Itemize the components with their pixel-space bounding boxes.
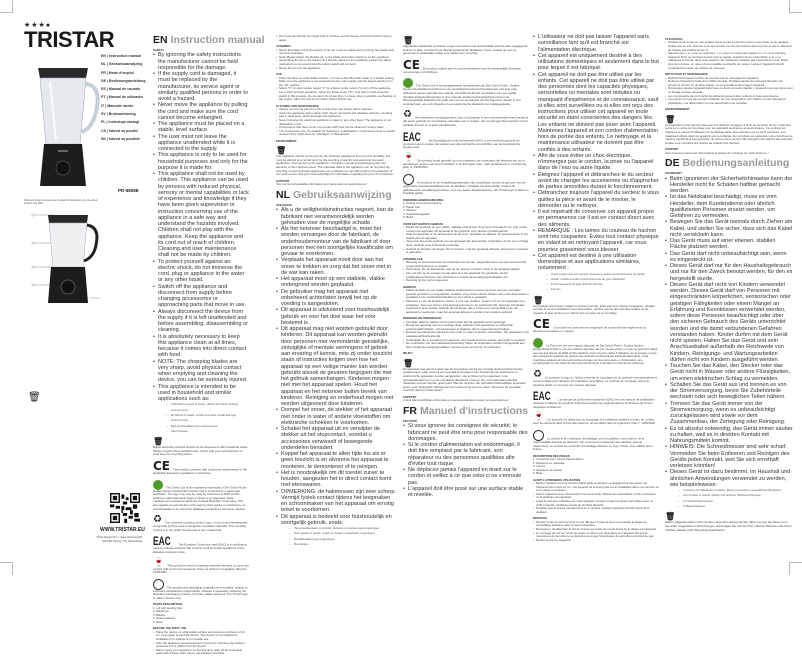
symbol-notice-text: This appliance should not be put into the domestic garbage at the end of its durability, but must be offered at a central point for the recycling of electric and electronic domestic appliances. This symbol on the appliance, instruction manual and packaging puts your attention to this important issue. The materials used in this appliance can be recycled. By recycling of used domestic appliances you contribute an important push to the protection of our environment. Ask your local authorities for information regarding the point of recollection. (276, 154, 395, 177)
symbol-notice (403, 174, 529, 196)
symbol-notice-text: Dit apparaat mag aan het einde van de levensduur niet bij het normale huishoud afval worden gedeponeerd, maar moet bij een speciaal inzamelpunt voor hergebruik van elektrische en elektronische apparaten worden aangeboden. Het symbool op het apparaat, in de gebruiksaanwijzing en op de verpakking attendeert u hierop. De in het apparaat gebruikte materialen kunnen worden gerecycled. Met het recyclen van gebruikte huishoudelijke apparaten levert u een belangrijke bijdrage aan de bescherming van ons milieu. Informeer bij uw lokale overheid naar het inzamelpunt. (403, 366, 526, 393)
list-item: • Gebruik de blender niet langer dan 2 minuten. Laat het apparaat afkoelen alvorens het opnieuw te gebruiken. (403, 248, 529, 255)
symbol-notice-text: Ce produit est conforme aux exigences de conformité des règlements ou directives européens en vigueur. (533, 325, 647, 334)
list-item: • Koppel het apparaat te allen tijde los als er geen toezicht is en alvorens het apparaat te monteren, te demonteren of te reinigen. (276, 451, 396, 470)
list-item: • Don't use the blender for longer than 2 minutes. Let the device cool down before using it again. (276, 35, 396, 42)
symbol-notice-text: Dit symbool wordt gebruikt voor het markeren van materialen die bestemd zijn om in aanraking te komen met levensmiddelen in de Europese Unie, zoals gedefinieerd in verordening (EG) nr. 1935/2004. (403, 158, 527, 170)
subsection-label: USE (276, 72, 282, 77)
list-item: • Dieses Gerät darf nur für den Haushaltsgebrauch und nur für den Zweck benutzt werden, für den es hergestellt wurde. (665, 263, 793, 282)
list-item: • Mount the jar onto the appliance. (276, 67, 396, 71)
symbol-notice-text: The Green Dot is het geregistreerde handelsmerk van Der Grüne Punkt - Duales System Deutschland GmbH en is een wereldwijd beschermd handelsmerk. Het logo mag uitsluitend worden gebruikt door klanten van DSD GmbH die beschikken over een geldig handelsmerkgebruikscontract of door erkende afvalverwerkingsbedrijven binnen de Bondsrepubliek Duitsland. Dit geldt ook voor de reproductie van het logo door derden in een woordenboek, een encyclopedie of een elektronische databank met naslaggedeelte. (403, 83, 521, 106)
parts-diagram (30, 205, 100, 305)
manual-title: Gebruiksaanwijzing (293, 188, 392, 201)
subsection-label: SUPPORT (665, 147, 679, 152)
list-item: • Dit apparaat is uitsluitend voor huishoudelijk gebruik en voor het doel waar het voor bestemd is. (276, 307, 396, 326)
list-item: • REMARQUE : Les lames du couteau de hachoir sont très coupantes. Évitez tout contact physique en vidant et en nettoyant l'appareil, car vous pourriez gravement vous blesser. (533, 228, 659, 253)
list-item: • Montez l'unité de lame au fond du pot. Bloquez l'unité de lame en tournant la bague de verrouillage plastique dans le sens antihoraire. (533, 521, 659, 528)
subsection-label: MONTAGE (533, 516, 548, 521)
weee-bin-icon: 🗑 (153, 437, 164, 447)
eac-mark-icon: EAC (153, 534, 171, 549)
subsection-label: SICHERHEIT (665, 171, 682, 176)
list-item: • NOTE: The chopping blades are very sharp, avoid physical contact when emptying and cleaning the device, you can be seriously injured. (153, 359, 249, 384)
list-item: – In Frühstückspensionen. (665, 499, 793, 504)
symbol-notice (276, 147, 396, 177)
list-item: • Components that have come into contact with food can be cleaned in soapy water. (276, 126, 396, 130)
list-item: – In Küchen für Mitarbeiter in Läden, Büros und anderen gewerblichen Bereichen. (665, 488, 793, 493)
subsection-label: SÉCURITÉ (403, 419, 418, 423)
list-item: • The user must not leave the appliance unattended while it is connected to the supply. (153, 134, 249, 153)
ce-mark-icon: CE (403, 57, 421, 72)
list-item: • Never move the appliance by pulling the cord and make sure the cord cannot become entangled. (153, 102, 249, 121)
list-item: • Bewegen Sie das Gerät niemals durch Ziehen am Kabel, und stellen Sie sicher, dass sich das Kabel nicht verwickeln kann. (665, 219, 793, 238)
list-item: • Il est impératif de conserver cet appareil propre en permanence car il est en contact direct avec des aliments. (533, 209, 659, 228)
list-item: – By clients in hotels, motels and other residential type environments. (153, 413, 249, 424)
list-item: • Switch off the appliance and disconnect from supply before changing accessories or approaching parts that move in use. (153, 284, 249, 309)
symbol-notice-text: This symbol is used for marking materials intended to come into contact with food in the European Union as defined in regulation (EC) No 1935/2004. (153, 562, 249, 575)
symbol-notice-text: Le symbole, le logo ou l'icône universel de recyclage est un symbole internationalement reconnu utilisé pour désigner les matériaux recyclables. Le symbole de recyclage relève du domaine public et n'est pas une marque déposée. (533, 375, 658, 387)
list-item: 4. Speed selector (153, 616, 176, 621)
subsection-label: VOOR HET EERSTE GEBRUIK (403, 221, 444, 226)
subsection-label: SUPPORT (276, 178, 290, 183)
symbol-notice (403, 129, 529, 150)
symbol-notice-text: The Green Dot is the registered trademark of Der Grüne Punkt - Duales System Deutschland GmbH and is protected as a trademark worldwide. The logo may only be used by customers of DSD GmbH holding a valid trademark usage contract or by approved waste management companies within the Federal Republic of Germany. This also applies to reproduction of the logo by third parties in a dictionary, an encyclopaedia or an electronic database containing a reference manual. (153, 484, 248, 511)
food-safe-icon: 🍷 (403, 152, 415, 163)
list-item: • Plaats de basis op een vlakke stabiele ondergrond en nooit in de buurt van een met water gevulde gootsteen of vergelijkbare situaties. Zorg ervoor dat de stekker niet in het stopcontact is geplaatst en de snelheidsschakelaar op de 0 stand is geplaatst. (403, 289, 529, 300)
symbol-notice (533, 370, 659, 387)
section-heading (665, 157, 793, 169)
weee-bin-icon: 🗑 (533, 295, 544, 305)
bullet-list (533, 521, 659, 543)
list-item: • Never immerse the electrical appliance in water or any other liquid. The appliance is not dishwasher proof. (276, 119, 396, 126)
list-item: • Before using your appliance for the first time, wipe off all removable parts with a damp cloth. Never use abrasive products. (153, 649, 249, 656)
list-item: • Ne déplacez jamais l'appareil en tirant sur le cordon et veillez à ce que celui-ci ne s'enroule pas. (403, 467, 529, 486)
language-entry[interactable]: SK | Návod na použitie (101, 136, 140, 141)
symbol-notice-text: Waste electrical products should not be disposed of with household waste. Please recycle where facilities exist. Check with your local Authority or local store for recycling advice. (153, 445, 249, 457)
symbol-notice-text: The Eurasian Conformity mark (EAC) is a certification mark to indicate products that conform to all technical regulations of the Eurasian Customs Union. (153, 542, 247, 554)
language-entry[interactable]: EN | Instruction manual (101, 54, 142, 58)
list-item: • Dieses Gerät darf nicht von Kindern verwendet werden. Dieses Gerät darf von Personen mit eingeschränkten körperlichen, sensorischen oder geistigen Fähigkeiten oder einem Mangel an Erfahrung und Kenntnissen verwendet werden, sofern diese Personen beaufsichtigt oder über den sicheren Gebrauch des Geräts unterrichtet wurden und die damit verbundenen Gefahren verstanden haben. Kinder dürfen mit dem Gerät nicht spielen. Halten Sie das Gerät und sein Anschlusskabel außerhalb der Reichweite von Kindern. Reinigungs- und Wartungsarbeiten dürfen nicht von Kindern ausgeführt werden. (665, 282, 793, 363)
list-item: – Hôtels, motels et autres environnements de type résidentiel. (533, 277, 659, 282)
list-item: – Staff kitchen areas in shops, offices and other working environments. (153, 402, 249, 413)
paragraph: Vous trouverez toutes les informations et pièces de rechange sur www.tristar.eu ! (665, 150, 769, 155)
subsection-label: GEBRUIK (403, 284, 416, 289)
eac-mark-icon: EAC (403, 129, 421, 144)
list-item: • Cet appareil ne doit pas être utilisé par les enfants. Cet appareil ne doit pas être utilisé par des personnes dont les capacités physiques, sensorielles ou mentales sont réduites ou manquant d'expérience et de connaissance, sauf si elles sont surveillées ou si elles ont reçu des instructions pour utiliser cet appareil en toute sécurité en étant conscientes des dangers liés. Les enfants ne doivent pas jouer avec l'appareil. Maintenez l'appareil et son cordon d'alimentation hors de portée des enfants. Le nettoyage et la maintenance utilisateur ne doivent pas être confiés à des enfants. (533, 72, 659, 153)
list-item: • Les pièces ne vont pas au lave-vaisselle. En cas d'exposition à la chaleur ou des détergents caustiques, une déformation ou une décoloration est possible. (665, 98, 793, 105)
bullet-list (403, 226, 529, 255)
list-item: • Reinig het apparaat met een vochtige doek. Gebruik nooit agressieve en schurende schoonmaakmiddelen, schuursponsjes of staalwol, die het apparaat beschadigen. (403, 324, 529, 331)
list-item: – Farm houses. (153, 429, 249, 434)
symbol-notice-text: Het product en de verpakkingsmaterialen zijn recyclebaar, binnen de grenzen van de uitgebreide verantwoordelijkheid van de fabrikant. Verwijder het afzonderlijk, volgens de geïllustreerde verpakkingssymbolen, voor een betere afvalverwerking. Het Triman-logo is alleen in Frankrijk geldig. (403, 180, 529, 196)
language-entry[interactable]: ES | Manual de usuario (101, 87, 141, 92)
list-item: 5. Basis (403, 215, 414, 220)
list-item: 4. Sélecteur de vitesse (533, 467, 563, 472)
symbol-notice-text: This product complies with conformity requirements of the applicable European regulations or directives. (153, 467, 247, 475)
eac-mark-icon: EAC (533, 389, 551, 404)
subsection-label: ENVIRONNEMENT (665, 107, 690, 112)
weee-bin-icon: 🗑 (28, 392, 41, 403)
symbol-notice (403, 154, 529, 170)
language-entry[interactable]: PL | Instrukcja obsługi (101, 120, 140, 125)
symbol-notice (403, 110, 529, 127)
list-item: • Als u de kan op de messen zet als deze al in het apparaat zijn geplaatst, zal het veiligheidsmechanisme niet uitschuiven en werkt de beveiligingsschakelaar niet. (403, 272, 529, 279)
list-item: • De onderdelen zijn niet vaatwasserbestendig. Indien de onderdelen worden blootgesteld aan hitte of bijtende reinigingsmiddelen, kunnen deze vervormen of verkleuren. (403, 342, 529, 349)
list-item: 5. Base (533, 471, 543, 476)
list-item: • Le montage du bol sur l'unité de coupe si celui-ci est déjà placé sur l'appareil fait que le mécanisme de sécurité ne se déploie pas et que l'interrupteur de sécurité ne fonctionne pas. (533, 532, 659, 539)
list-item: • Beim Ignorieren der Sicherheitshinweise kann der Hersteller nicht für Schäden haftbar gemacht werden. (665, 176, 793, 195)
symbol-notice-text: The universal recycling symbol, logo, or icon is an internationally recognized symbol used to designate recyclable materials. The recycling symbol is in the public domain and is not a trademark. (153, 520, 248, 532)
symbol-notice (533, 297, 659, 316)
list-item: • Nettoyez l'appareil à l'aide d'un chiffon humide. N'utilisez jamais de nettoyant abrasif ni de tampon à récurer ou de laine d'acier, ce qui pourrait endommager l'appareil. (665, 80, 793, 87)
symbol-notice-text: Elektro-Altgeräte sollten nicht mit dem Hausmüll entsorgt werden. Bitte recyceln Sie diese nur in den dafür vorgesehenen Einrichtungen. Erkundigen Sie sich bei Ihrer örtlichen Behörde oder Ihrem örtlichen Händler nach Recyclingmöglichkeiten. (665, 520, 792, 532)
list-item: • Cet appareil est uniquement destiné à des utilisations domestiques et seulement dans le but pour lequel il est fabriqué. (533, 53, 659, 72)
logo-stars: ★★★● (24, 22, 52, 29)
list-item: – Boerderijen. (276, 542, 396, 547)
manual-title: Instruction manual (170, 34, 265, 46)
section-heading (276, 189, 396, 201)
column-en (153, 32, 265, 656)
list-item: 2. Plastic jar (153, 609, 169, 614)
list-item: • Ist das Netzkabel beschädigt, muss es vom Hersteller, dem Kundendienst oder ähnlich qualifizierten Personen ersetzt werden, um Gefahren zu vermeiden. (665, 194, 793, 219)
bullet-list (276, 77, 396, 102)
list-item: • L'appareil doit être posé sur une surface stable et nivelée. (403, 486, 529, 499)
manual-title: Manuel d'instructions (420, 405, 529, 417)
bullet-list (665, 77, 793, 106)
list-item: • Schalten Sie das Gerät aus und trennen es von der Stromversorgung, bevor Sie Zubehörteile wechseln oder sich beweglichen Teilen nähern. (665, 382, 793, 401)
column-fr (533, 34, 659, 542)
list-item: – Personeelskeukens in winkels, kantoren en andere werkomgevingen. (276, 526, 396, 531)
symbol-notice (533, 391, 659, 409)
list-item: 1. Couvercle avec trémie d'alimentation (533, 457, 584, 462)
symbol-notice (533, 413, 659, 426)
symbol-notice (665, 513, 793, 532)
recycling-symbol-icon: ♻ (533, 369, 542, 381)
list-item: • By ignoring the safety instructions the manufacturer cannot be held responsible for the damage. (153, 52, 249, 71)
list-item: • Bevestig de kan op het apparaat. (403, 279, 529, 283)
column-en-nl (276, 35, 396, 547)
symbol-notice (403, 78, 529, 106)
language-entry[interactable]: SV | Bruksanvisning (101, 112, 136, 117)
section-heading (153, 34, 265, 46)
symbol-notice (153, 515, 249, 532)
list-item: • Als het netsnoer beschadigd is, moet het worden vervangen door de fabrikant, de onderhoudsmonteur van de fabrikant of door personen met een soortgelijke kwalificatie om gevaar te voorkomen. (276, 226, 396, 257)
language-code: NL (276, 188, 290, 201)
list-item: • Positionnez le socle sur une surface plane et pas à côté d'un évier rempli d'eau ou de quelque liquide que ce soit, assurez-vous que la fiche ne soit pas insérée dans la prise et que le sélecteur de vitesse soit positionné sur 0. (665, 41, 793, 52)
symbol-notice-text: Cet appareil ne doit pas être jeté avec les déchets ménagers à la fin de sa durée de vie, il doit être remis à un centre de recyclage pour les appareils électriques et électroniques. Ce symbole sur l'appareil, le manuel d'utilisation et l'emballage attire votre attention sur ce point important. Les matériaux utilisés dans cet appareil sont recyclables. En recyclant vos appareils, vous contribuez de manière significative à la protection de notre environnement. Renseignez-vous auprès des autorités locales pour connaître les centres de collecte des déchets. (665, 122, 793, 145)
list-item: • The appliance must be placed on a stable, level surface. (153, 121, 249, 134)
manual-title: Bedienungsanleitung (682, 157, 790, 170)
list-item: • Note! Please fasten the blender jar on the blade unit before placing it on the appliance. (276, 56, 396, 60)
symbol-notice (153, 579, 249, 601)
recycling-symbol-icon: ♻ (403, 109, 412, 121)
section-heading (403, 405, 529, 417)
list-item: • Débranchez toujours l'appareil du secteur si vous quittez la pièce et avant de le monter, le démonter ou le nettoyer. (533, 190, 659, 209)
parts-list (533, 458, 659, 476)
subsection-label: REINIGING EN ONDERHOUD (403, 316, 442, 321)
symbol-notice (153, 536, 249, 554)
bullet-list (276, 49, 396, 71)
food-safe-icon: 🍷 (153, 557, 165, 568)
list-item: • Cet appareil est destiné à une utilisation domestique et aux applications similaires, notamment : (533, 253, 659, 272)
list-item: • Verwijder altijd de stekker uit het stopcontact als het apparaat wordt gereinigd. (403, 321, 529, 325)
subsection-label: PARTS DESCRIPTION (153, 602, 183, 607)
list-item: • Assembling the jar on the blade unit if already placed in the appliance causes the safety mechanism to not extend and the safety switch will not work. (276, 59, 396, 66)
list-item: • Avant la première utilisation de votre appareil, essuyez toutes les pièces amovibles avec un chiffon humide. N'utilisez jamais de produits abrasifs. (533, 500, 659, 507)
bullet-list (276, 526, 396, 547)
list-item: 2. Récipient en plastique (533, 460, 565, 465)
weee-bin-icon: 🗑 (276, 146, 287, 156)
parts-list (153, 607, 249, 625)
symbol-notice (533, 338, 659, 366)
list-item: • Débranchez toujours la fiche de la prise lors du nettoyage de l'appareil. (665, 77, 793, 81)
list-item: • Onderdelen die in aanraking zijn gekomen met voedsel kunnen worden gereinigd in sopwater. (403, 339, 529, 343)
crop-mark (0, 562, 13, 575)
symbol-notice (403, 57, 529, 75)
list-item: • Les composants qui ont touché les aliments peuvent être nettoyés à l'eau savonneuse. (665, 95, 793, 99)
list-item: • Das Gerät darf nicht unbeaufsichtigt sein, wenn es eingesteckt ist. (665, 251, 793, 264)
weee-bin-icon: 🗑 (665, 512, 676, 522)
list-item: 3. Messen (403, 208, 417, 213)
list-item: • HINWEIS: Die Schneidmesser sind sehr scharf. Vermeiden Sie beim Entleeren und Reinigen des Geräts jeden Kontakt, weil Sie sich ernsthaft verletzen könnten! (665, 444, 793, 469)
website-link[interactable]: WWW.TRISTAR.EU (100, 527, 145, 533)
list-item: • L'utilisateur ne doit pas laisser l'appareil sans surveillance tant qu'il est branché sur l'alimentation électrique. (533, 34, 659, 53)
symbol-notice-text: Ce symbole est utilisé pour le marquage des matériaux destinés à entrer en contact avec les aliments dans l'Union Européenne, tel que défini dans le règlement (CE) n° 1935/2004. (533, 417, 656, 426)
list-item: – Door gasten in hotels, motels en andere residentiële omgevingen. (276, 531, 396, 536)
list-item: • The components are not suitable for cleaning in a dishwasher. If exposed to heat or caustic cleaners they might become misshapen or discoloured. (276, 130, 396, 137)
list-item: • Selecteer 1 voor de langzame modus, 2 voor een snellere modus en 0 om het apparaat uit te schakelen. Voor een kort en snel gebruik selecteert u de pulsfunctie (P). Houd de schakelaar ingedrukt in deze positie. Gebruik dit niet langer dan 1 minuut om oververhitting van het apparaat te voorkomen. Laat het apparaat afkoelen voordat u het opnieuw gebruikt. (403, 300, 529, 314)
bullet-list (403, 321, 529, 350)
bullet-list (153, 52, 249, 402)
list-item: • OPMERKING: de hakmessen zijn zeer scherp. Vermijd fysiek contact tijdens het leegmaken en schoonmaken van het apparaat om ernstig letsel te voorkomen. (276, 489, 396, 514)
subsection-label: SUPPORT (403, 395, 417, 399)
list-item: • Remarque ! Veuillez fixer le bol du mixeur sur l'unité de coupe avant de le placer sur l'appareil. (533, 528, 659, 532)
list-item: • De gebruiker mag het apparaat niet onbeheerd achterlaten terwijl het op de voeding is aangesloten. (276, 289, 396, 308)
subsection-label: ONDERDELENBESCHRIJVING (403, 197, 444, 202)
list-item: • Schakel het apparaat uit en verwijder de stekker uit het stopcontact, voordat u accessoires verwisselt of bewegende onderdelen benadert. (276, 426, 396, 451)
ce-mark-icon: CE (153, 458, 171, 473)
list-item: 5. Base (153, 619, 163, 624)
bullet-list (403, 423, 529, 498)
list-item: • Éteignez l'appareil et débranchez-le du secteur avant de changer les accessoires ou d'approcher de parties amovibles durant le fonctionnement. (533, 172, 659, 191)
bullet-list (153, 402, 249, 434)
list-item: 2. Plastic kan (403, 204, 421, 209)
symbol-notice-text: Het Euraziatische conformiteitsmerk (EAC) is een certificeringsmerk om producten aan te duiden die voldoen aan alle technische voorschriften van de Euraziatische douane-unie. (403, 137, 521, 150)
list-item: • Verplaats het apparaat nooit door aan het snoer te trekken en zorg dat het snoer niet in de war kan raken. (276, 257, 396, 276)
list-item: • Sortez l'appareil et les accessoires hors de la boîte. Retirez les autocollants, le film protecteur ou le plastique de l'appareil. (533, 493, 659, 500)
list-item: • Dit apparaat is bedoeld voor huishoudelijk en soortgelijk gebruik, zoals: (276, 514, 396, 527)
image-caption: Parts and product pictures are provided for illustration only; the actual product may differ. (24, 199, 98, 205)
subsection-label: BEFORE THE FIRST USE (153, 626, 187, 631)
list-item: • Het apparaat moet op een stabiele, vlakke ondergrond worden geplaatst. (276, 276, 396, 289)
list-item: – Bed and breakfast type environments. (153, 424, 249, 429)
list-item: • It is absolutely necessary to keep this appliance clean at all times, because it comes into direct contact with food. (153, 334, 249, 359)
qr-code[interactable] (110, 493, 140, 523)
symbol-notice (403, 37, 529, 56)
recycling-symbol-icon: ♻ (153, 514, 162, 526)
list-item: • Place the device on a flat stable surface and ensure a minimum of 10 cm. free space around the device. This device is not suitable for installation in a cabinet or for outside use. (153, 631, 249, 642)
list-item: • Select "1" for slow modes, select "2" for a faster mode, select 0 to turn off the appliance. For a short and fast operation, select the Pulse mode ("P"), and hold to hold down the switch in this position. Do not use it for longer than 1 minute, due to possible overheating of the engine. Allow the unit to cool down before further use. (276, 87, 396, 101)
subsection-label: NETTOYAGE ET MAINTENANCE (665, 72, 708, 77)
model-number: PD-5608E (118, 188, 139, 193)
symbol-notice (153, 559, 249, 575)
language-entry[interactable]: IT | Manuale utente (101, 103, 134, 108)
list-item: • This appliance shall not be used by children. This appliance can be used by persons with reduced physical, sensory or mental capabilities or lack of experience and knowledge if they have been given supervision or instruction concerning use of the appliance in a safe way and understand the hazards involved. Children shall not play with the appliance. Keep the appliance and its cord out of reach of children. Cleaning and user maintenance shall not be made by children. (153, 171, 249, 259)
list-item: • Het is noodzakelijk om dit toestel zuiver te houden, aangezien het in direct contact komt met etenswaren. (276, 470, 396, 489)
language-index (101, 52, 151, 143)
list-item: • Bevestig de messenunit aan de onderkant van de kan. Vergrendel deze met door de kunststof vergrendeling linksom te draaien. (403, 261, 529, 268)
column-fr-de (665, 35, 793, 532)
list-item: • Haal het apparaat en de accessoires uit de doos. Verwijder de stickers, de beschermfolie of het plastic van het apparaat. (403, 233, 529, 240)
list-item: • Montez le pot sur l'appareil. (533, 539, 659, 543)
bullet-list (276, 35, 396, 42)
symbol-notice (153, 480, 249, 512)
list-item: • Mettez l'appareil sur une surface stable plate et assurez un dégagement tout autour de l'appareil d'au moins 10 cm. Cet appareil ne convient pas à une installation dans une armoire ou à un usage à l'extérieur. (533, 482, 659, 493)
language-code: FR (403, 405, 417, 417)
bullet-list (665, 176, 793, 489)
list-item: – Coins cuisine des commerces, bureaux et autres environnements de travail. (533, 272, 659, 277)
subsection-label: ASSEMBLY (276, 44, 292, 49)
symbol-notice (533, 430, 659, 452)
list-item: • Als u de veiligheidsinstructies negeert, kan de fabrikant niet verantwoordelijk worden gehouden voor de mogelijke schade. (276, 207, 396, 226)
symbol-notice-text: Dit product voldoet aan de conformiteitseisen van de toepasselijke Europese verordeningen of richtlijnen. (403, 66, 522, 74)
crop-mark (0, 0, 13, 13)
bullet-list (153, 631, 249, 656)
list-item: • Afin de vous éviter un choc électrique, n'immergez pas le cordon, la prise ou l'appareil dans de l'eau ou autre liquide. (533, 153, 659, 172)
crop-mark (789, 562, 802, 575)
language-entry[interactable]: PT | Manual de utilizador (101, 95, 144, 100)
parts-list (403, 202, 529, 220)
list-item: 4. Snelheidsregelaar (403, 211, 430, 216)
list-item: • Sélectionnez « 1 » pour le mode lent, « 2 » pour un mode plus rapide ou « 0 » pour éteindre l'appareil. Pour un fonctionnement court et rapide, sélectionnez le mode Pulse (« P ») et maintenez le bouton dans cette position. Ne maintenez toutefois pas l'appareil en mode Pulse plus de 1 minute, en raison d'une possible surchauffe du moteur. Laissez l'appareil refroidir complètement avant de l'utiliser de nouveau. (665, 52, 793, 70)
list-item: • Dieses Gerät ist dazu bestimmt, im Haushalt und ähnlichen Anwendungen verwendet zu werden, wie beispielsweise: (665, 469, 793, 488)
subsection-label: AVANT LA PREMIÈRE UTILISATION (533, 477, 581, 482)
subsection-label: ENVIRONMENT (276, 138, 297, 143)
weee-bin-icon: 🗑 (665, 114, 676, 124)
paragraph: You can find all available information and spare parts at www.tristar.eu! (276, 182, 367, 187)
bullet-list (533, 34, 659, 272)
ce-mark-icon: CE (533, 317, 551, 332)
bullet-list (665, 41, 793, 70)
list-item: • Tauchen Sie das Kabel, den Stecker oder das Gerät nicht in Wasser oder andere Flüssigkeiten, um einen elektrischen Schlag zu vermeiden. (665, 363, 793, 382)
language-entry[interactable]: FR | Mode d'emploi (101, 70, 134, 75)
list-item: • Opmerking: Zet de blenderkan vast op de messen voordat u deze in het apparaat plaatst. (403, 268, 529, 272)
bullet-list (533, 482, 659, 514)
symbol-notice-text: Le Point vert est une marque déposée de Der Grüne Punkt - Duales System Deutschland GmbH et est une marque déposée dans le monde entier. Le logo ne peut être utilisé que par des clients de DSD GmbH titulaires d'une licence valide d'utilisation de la marque ou par des entreprises agréées de gestion des déchets en République Fédérale Allemande. Cela s'applique également à la reproduction du logo par des tiers dans un dictionnaire, une encyclopédie ou une base de données électronique contenant un manuel de référence. (533, 343, 658, 366)
list-item: • Si vous ignorez les consignes de sécurité, le fabricant ne peut être tenu pour responsable des dommages. (403, 423, 529, 442)
language-entry[interactable]: DE | Bedienungsanleitung (101, 78, 146, 83)
logo-wordmark: TRISTAR (24, 27, 115, 52)
list-item: • Mount the blade unit to the bottom of the jar. Lock the blade unit by turning the plastic lock ring anti-clockwise. (276, 49, 396, 56)
symbol-notice-text: Le produit et les matériaux d'emballage sont recyclables, sous réserve de la responsabilité étendue du fabricant. Par souci de bon traitement des déchets, jetez-le séparément, en suivant les symboles d'emballage illustrés. Le logo Triman n'est valable qu'en France. (533, 436, 653, 452)
symbol-notice (533, 319, 659, 334)
list-item: • N'immergez jamais l'appareil dans l'eau ou dans tout autre liquide. L'appareil n'est pas prévu pour un lavage au lave-vaisselle. (665, 87, 793, 94)
symbol-notice (153, 458, 249, 476)
list-item: • Dompel het snoer, de stekker of het apparaat niet onder in water of andere vloeistoffen om elektrische schokken te voorkomen. (276, 407, 396, 426)
column-nl-fr (403, 33, 529, 498)
list-item: 3. Lames (533, 464, 545, 469)
bullet-list (665, 488, 793, 509)
list-item: • Clean the appliance with a damp cloth. Never use harsh and abrasive cleaners, scouring pad or steel wool, which damages the appliance. (276, 112, 396, 119)
list-item: • Es ist absolut notwendig, das Gerät immer sauber zu halten, weil es in direkten Kontakt mit Nahrungsmitteln kommt. (665, 426, 793, 445)
bullet-list (403, 289, 529, 314)
bullet-list (403, 261, 529, 283)
symbol-notice-text: Les produits électriques usagés ne doivent pas être jetés avec les ordures ménagères. Veuillez recycler là où les installations sont disponibles. Vérifiez auprès des autorités locales ou du magasin le plus proche pour obtenir des conseils sur le recyclage. (533, 303, 655, 315)
symbol-notice-text: Het universele recyclingsymbool, logo of pictogram is een internationaal erkend symbool dat wordt gebruikt om recyclebare materialen aan te duiden. Het recyclingsymbool behoort tot het publieke domein en is geen handelsmerk. (403, 115, 529, 127)
subsection-label: DESCRIPTION DES PIÈCES (533, 453, 570, 458)
language-code: EN (153, 34, 168, 46)
list-item: • This appliance is intended to be used in household and similar applications such as: (153, 384, 249, 403)
symbol-notice (403, 360, 529, 393)
list-item: • Plaats het apparaat op een vlakke, stabiele ondergrond. Zorg voor minimaal 10 cm vrije ruimte rondom het apparaat. Dit apparaat is niet geschikt voor inbouw of buitengebruik. (403, 226, 529, 233)
subsection-label: UTILISATION (665, 37, 683, 41)
subsection-label: ASSEMBLAGE (403, 256, 423, 261)
language-code: DE (665, 157, 680, 170)
list-item: – Environnements de type chambre d'hôtes. (533, 282, 659, 287)
list-item: • If the supply cord is damaged, it must be replaced by the manufacturer, its service agent or similarly qualified persons in order to avoid a hazard. (153, 71, 249, 102)
list-item: • Dompel het elektrische apparaat nooit onder in water of andere vloeistoffen. Het apparaat is niet vaatwasmachinebestendig. (403, 331, 529, 338)
list-item: – In Bauernhäusern. (665, 504, 793, 509)
list-item: • N'utilisez pas le mixeur pendant plus de 2 minutes. Laissez l'appareil refroidir avant de le réutiliser. (533, 507, 659, 514)
list-item: – Von Kunden in Hotels, Motels und anderen Wohneinrichtungen. (665, 493, 793, 498)
list-item: • Veeg voor het eerste gebruik van het apparaat alle afneembare onderdelen af met een vochtige doek. Gebruik nooit schurende producten. (403, 240, 529, 247)
symbol-notice-text: La marque de conformité eurasienne (EAC) est une marque de certification destinée à indiquer les produits conformes à toutes les réglementations techniques de l'Union douanière eurasienne. (533, 397, 655, 409)
language-entry[interactable]: NL | Gebruiksaanwijzing (101, 62, 143, 67)
list-item: – Bed&Breakfast-type omgevingen. (276, 537, 396, 542)
list-item: • To protect yourself against an electric shock, do not immerse the cord, plug or appliance in the water or any other liquid. (153, 259, 249, 284)
weee-bin-icon: 🗑 (403, 36, 414, 45)
food-safe-icon: 🍷 (533, 412, 545, 423)
list-item: 1. Lid with feeding inlet (153, 605, 183, 610)
list-item: • Si le cordon d'alimentation est endommagé, il doit être remplacé par le fabricant, son réparateur ou des personnes qualifiées afin d'éviter tout risque. (403, 442, 529, 467)
subsection-label: MILIEU (403, 351, 413, 356)
bullet-list (276, 207, 396, 526)
list-item: • Always disconnect the device from the supply if it is left unattended and before assembling, disassembling or cleaning. (153, 309, 249, 334)
symbol-notice (665, 116, 793, 146)
list-item: • Always remove the plug from the socket when the device will be cleaned. (276, 108, 396, 112)
bullet-list (533, 272, 659, 293)
list-item: • Take the appliance and accessories out the box. Remove the stickers, protective foil or plastic from the device. (153, 642, 249, 649)
paragraph: U kunt alle beschikbare informatie en reserveonderdelen vinden op www.tristar.eu! (403, 398, 509, 403)
bullet-list (276, 108, 396, 137)
list-item: 1. Deksel met toevoeropening (403, 201, 442, 206)
weee-bin-icon: 🗑 (403, 358, 414, 368)
subsection-label: CLEANING AND MAINTENANCE (276, 103, 319, 108)
symbol-notice (153, 438, 249, 457)
crop-mark (789, 0, 802, 13)
list-item: • Das Gerät muss auf einer ebenen, stabilen Fläche platziert werden. (665, 238, 793, 251)
subsection-label: SAFETY (153, 48, 165, 52)
company-address: Tristar Europe B.V. | Jules Verneweg 87 5015 BH Tilburg | The Netherlands (96, 536, 142, 543)
symbol-notice-text: Afgedankte elektrische producten mogen niet samen met huishoudelijk afval worden weggegooid. Gelieve te laten recyclen bij de daarbij aangewezen faciliteiten. Neem contact op met uw gemeente of plaatselijke winkel voor advies over recycling. (403, 44, 529, 56)
tristar-logo (24, 22, 114, 51)
subsection-label: VEILIGHEID (276, 202, 292, 207)
list-item: – Fermes. (533, 287, 659, 292)
list-item: • Trennen Sie das Gerät immer von der Stromversorgung, wenn es unbeaufsichtigt zurückgelassen wird sowie vor dem Zusammenbau, der Zerlegung oder Reinigung. (665, 401, 793, 426)
blender-product-image (30, 62, 100, 190)
list-item: • This appliance is only to be used for household purposes and only for the purpose it is made for. (153, 152, 249, 171)
list-item: • Place the base on a flat stable surface, not near a sink filled with water or a similar setting. Make sure the appliance is not connected to the main supply and the speed selector is in the "off" position. (276, 77, 396, 88)
symbol-notice-text: The product and packaging materials are recyclable, subject to extended manufacturer responsibility. Dispose it separately, following the illustrated packaging symbols, for better waste treatment. The Triman logo is valid in France only. (153, 585, 248, 600)
language-entry[interactable]: CS | Návod na použití (101, 128, 138, 133)
list-item: • Dit apparaat mag niet worden gebruikt door kinderen. Dit apparaat kan worden gebruikt door personen met verminderde geestelijke, zintuiglijke of mentale vermogens of gebrek aan ervaring of kennis, mits zij onder toezicht staan of instructies krijgen over hoe het apparaat op een veilige manier kan worden gebruikt alsook de gevaren begrijpen die met het gebruik samenhangen. Kinderen mogen niet met het apparaat spelen. Houd het apparaat en het netsnoer buiten bereik van kinderen. Reiniging en onderhoud mogen niet worden uitgevoerd door kinderen. (276, 326, 396, 407)
list-item: 3. Blades (153, 612, 166, 617)
